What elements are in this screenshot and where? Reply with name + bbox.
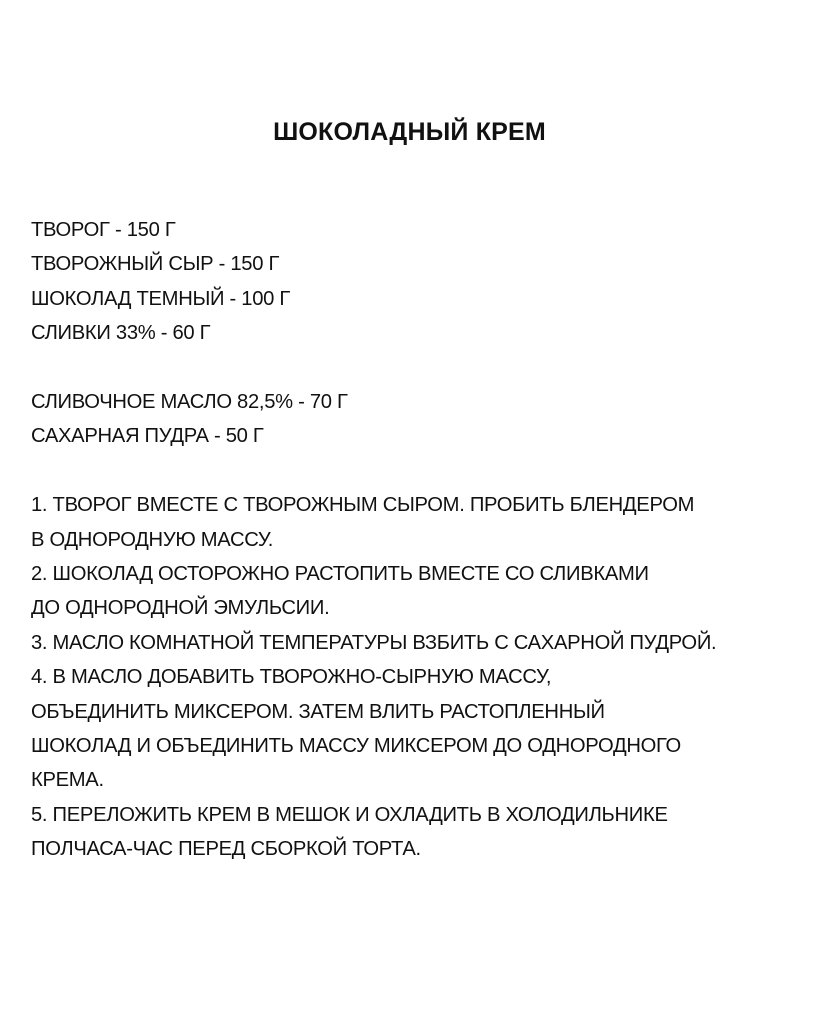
recipe-content <box>31 213 811 867</box>
step-line: ДО ОДНОРОДНОЙ ЭМУЛЬСИИ. <box>31 597 330 620</box>
ingredient-line: СЛИВКИ 33% - 60 Г <box>31 322 211 345</box>
step-line: 5. ПЕРЕЛОЖИТЬ КРЕМ В МЕШОК И ОХЛАДИТЬ В ХОЛОДИЛЬНИКЕ <box>31 803 668 826</box>
spacer <box>31 454 811 488</box>
step-line: КРЕМА. <box>31 769 104 792</box>
step-line: В ОДНОРОДНУЮ МАССУ. <box>31 528 274 551</box>
ingredient-line: СЛИВОЧНОЕ МАСЛО 82,5% - 70 Г <box>31 391 348 414</box>
page-title: ШОКОЛАДНЫЙ КРЕМ <box>273 118 546 146</box>
step-line: 4. В МАСЛО ДОБАВИТЬ ТВОРОЖНО-СЫРНУЮ МАССУ, <box>31 666 552 689</box>
ingredient-line: ШОКОЛАД ТЕМНЫЙ - 100 Г <box>31 287 291 310</box>
spacer <box>31 351 811 385</box>
step-line: ШОКОЛАД И ОБЪЕДИНИТЬ МАССУ МИКСЕРОМ ДО ОДНОРОДНОГО <box>31 735 681 758</box>
ingredient-line: ТВОРОЖНЫЙ СЫР - 150 Г <box>31 253 280 276</box>
ingredients-list-1 <box>31 213 811 351</box>
step-line: ПОЛЧАСА-ЧАС ПЕРЕД СБОРКОЙ ТОРТА. <box>31 838 421 861</box>
steps-list <box>31 488 811 866</box>
step-line: 3. МАСЛО КОМНАТНОЙ ТЕМПЕРАТУРЫ ВЗБИТЬ С САХАРНОЙ ПУДРОЙ. <box>31 631 717 654</box>
step-line: ОБЪЕДИНИТЬ МИКСЕРОМ. ЗАТЕМ ВЛИТЬ РАСТОПЛЕННЫЙ <box>31 700 605 723</box>
ingredients-list-2 <box>31 385 811 454</box>
ingredient-line: ТВОРОГ - 150 Г <box>31 219 176 241</box>
step-line: 2. ШОКОЛАД ОСТОРОЖНО РАСТОПИТЬ ВМЕСТЕ СО СЛИВКАМИ <box>31 563 649 586</box>
ingredient-line: САХАРНАЯ ПУДРА - 50 Г <box>31 425 264 448</box>
step-line: 1. ТВОРОГ ВМЕСТЕ С ТВОРОЖНЫМ СЫРОМ. ПРОБИТЬ БЛЕНДЕРОМ <box>31 494 695 517</box>
